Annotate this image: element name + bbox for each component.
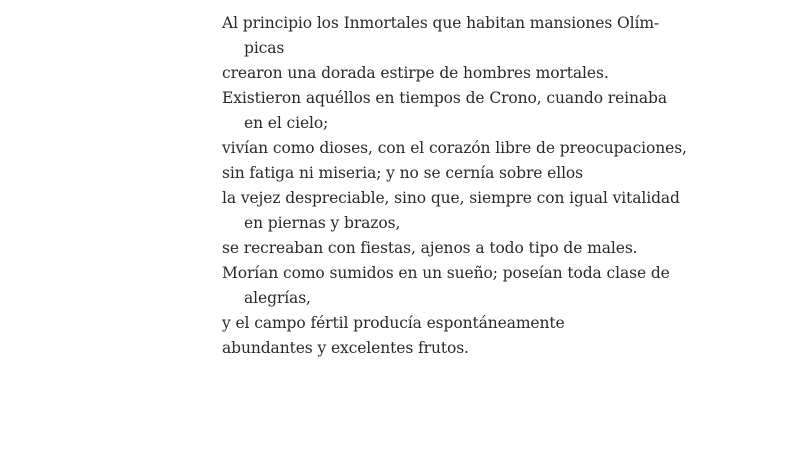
- poem-line-continuation: alegrías,: [244, 289, 311, 307]
- poem-line: crearon una dorada estirpe de hombres mortales.: [222, 64, 609, 82]
- poem-line-continuation: picas: [244, 39, 285, 57]
- poem-line-continuation: en el cielo;: [244, 114, 329, 132]
- poem-line: abundantes y excelentes frutos.: [222, 339, 469, 357]
- poem-line-continuation: en piernas y brazos,: [244, 214, 401, 232]
- poem-line: Al principio los Inmortales que habitan mansiones Olím-: [222, 14, 660, 32]
- poem-line: Existieron aquéllos en tiempos de Crono, cuando reinaba: [222, 89, 667, 107]
- poem-line: y el campo fértil producía espontáneamente: [222, 314, 565, 332]
- poem-line: la vejez despreciable, sino que, siempre con igual vitalidad: [222, 189, 680, 207]
- poem-line: se recreaban con fiestas, ajenos a todo tipo de males.: [222, 239, 638, 257]
- poem-text: [222, 11, 687, 361]
- poem-line: Morían como sumidos en un sueño; poseían toda clase de: [222, 264, 670, 282]
- poem-line: sin fatiga ni miseria; y no se cernía sobre ellos: [222, 164, 584, 182]
- poem-line: vivían como dioses, con el corazón libre de preocupaciones,: [222, 139, 687, 157]
